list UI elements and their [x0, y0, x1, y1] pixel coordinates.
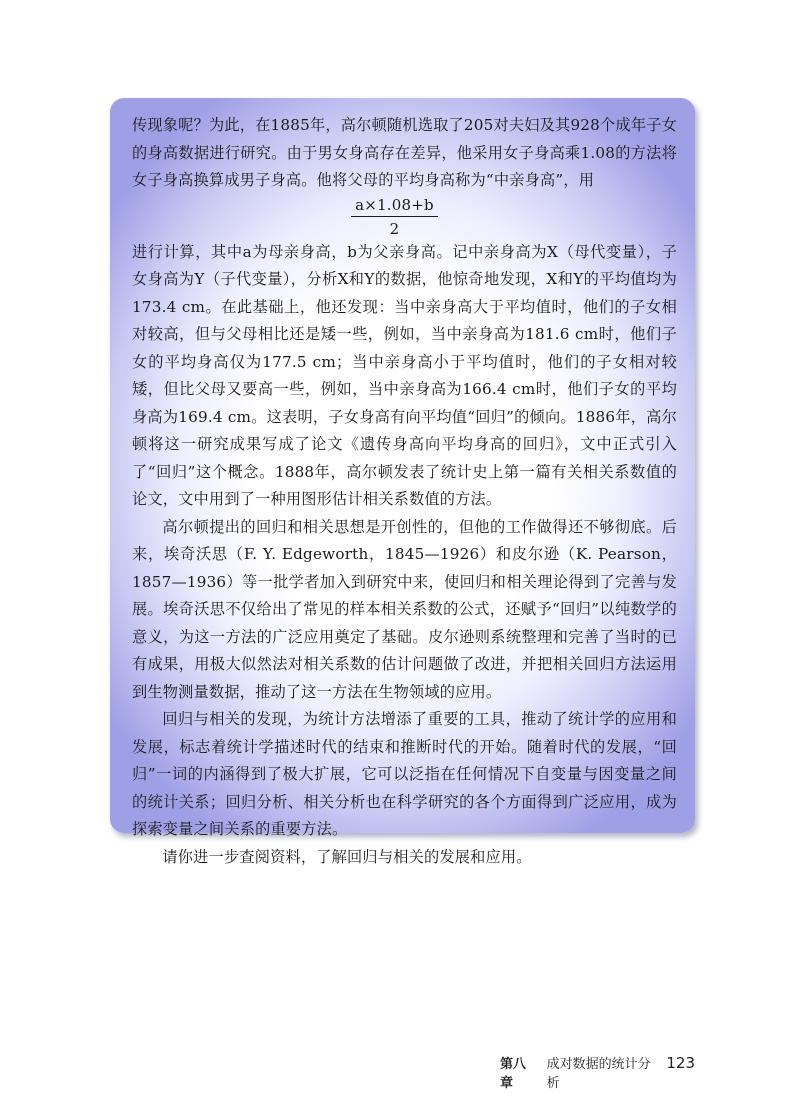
page-number: 123 — [666, 1054, 695, 1072]
reading-content — [132, 112, 677, 871]
paragraph-2: 高尔顿提出的回归和相关思想是开创性的，但他的工作做得还不够彻底。后来，埃奇沃思（F. Y. Edgeworth，1845—1926）和皮尔逊（K. Pearson，1857—1936）等一批学者加入到研究中来，使回归和相关理论得到了完善与发展。埃奇沃思不仅给出了常见的样本相关系数的公式，还赋予“回归”以纯数学的意义，为这一方法的广泛应用奠定了基础。皮尔逊则系统整理和完善了当时的已有成果，用极大似然法对相关系数的估计问题做了改进，并把相关回归方法运用到生物测量数据，推动了这一方法在生物领域的应用。 — [132, 517, 677, 701]
reading-panel — [110, 98, 695, 866]
formula-denominator: 2 — [389, 219, 400, 238]
paragraph-1-part-2: 进行计算，其中a为母亲身高，b为父亲身高。记中亲身高为X（母代变量），子女身高为Y（子代变量），分析X和Y的数据，他惊奇地发现，X和Y的平均值均为173.4 cm。在此基础上，他还发现：当中亲身高大于平均值时，他们的子女相对较高，但与父母相比还是矮一些，例如，当中亲身高为181.6 cm时，他们子女的平均身高仅为177.5 cm；当中亲身高小于平均值时，他们的子女相对较矮，但比父母又要高一些，例如，当中亲身高为166.4 cm时，他们子女的平均身高为169.4 cm。这表明，子女身高有向平均值“回归”的倾向。1886年，高尔顿将这一研究成果写成了论文《遗传身高向平均身高的回归》，文中正式引入了“回归”这个概念。1888年，高尔顿发表了统计史上第一篇有关相关系数值的论文，文中用到了一种用图形估计相关系数值的方法。 — [132, 242, 677, 508]
paragraph-3: 回归与相关的发现，为统计方法增添了重要的工具，推动了统计学的应用和发展，标志着统计学描述时代的结束和推断时代的开始。随着时代的发展，“回归”一词的内涵得到了极大扩展，它可以泛指在任何情况下自变量与因变量之间的统计关系；回归分析、相关分析也在科学研究的各个方面得到广泛应用，成为探索变量之间关系的重要方法。 — [132, 710, 677, 838]
formula-numerator: a×1.08+b — [351, 195, 438, 217]
paragraph-4: 请你进一步查阅资料，了解回归与相关的发展和应用。 — [162, 847, 532, 866]
page-footer — [500, 1053, 695, 1091]
footer-chapter-title: 成对数据的统计分析 — [546, 1057, 651, 1091]
paragraph-1-part-1: 传现象呢？为此，在1885年，高尔顿随机选取了205对夫妇及其928个成年子女的身高数据进行研究。由于男女身高存在差异，他采用女子身高乘1.08的方法将女子身高换算成男子身高。他将父母的平均身高称为“中亲身高”，用 — [132, 116, 677, 189]
footer-chapter: 第八章 — [500, 1057, 527, 1091]
mid-parent-height-formula — [112, 195, 677, 239]
